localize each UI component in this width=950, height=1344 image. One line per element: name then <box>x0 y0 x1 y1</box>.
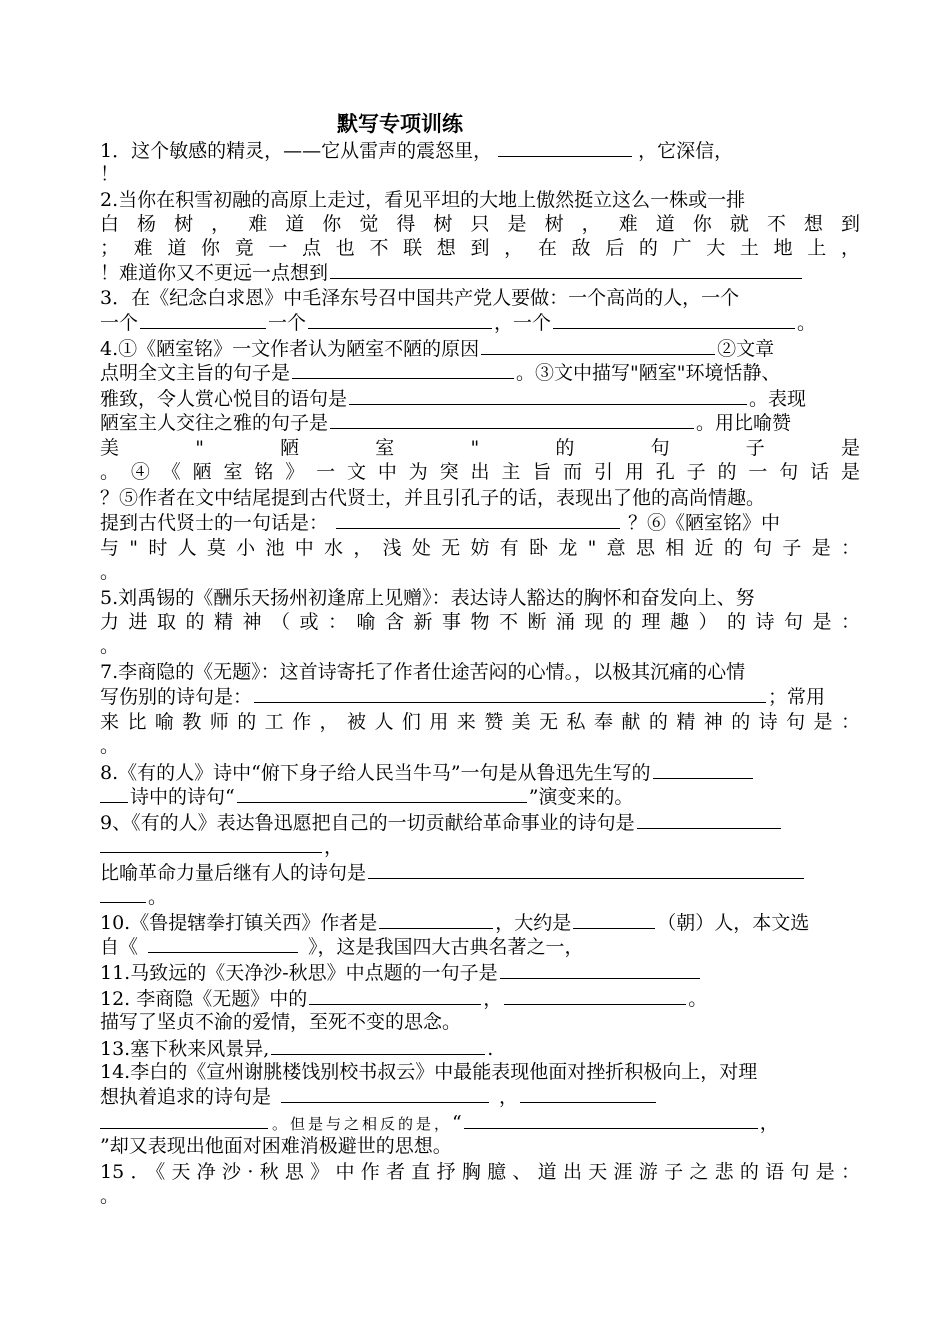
q3-line2: 一个 一个 ，一个 。 <box>100 312 817 334</box>
blank[interactable] <box>292 360 514 379</box>
q4-line10: 。 <box>100 561 120 583</box>
q14-line3: 。但是与之相反的是，“ ， <box>100 1110 860 1135</box>
blank[interactable] <box>281 1084 489 1103</box>
page-title: 默写专项训练 <box>337 111 463 136</box>
blank[interactable] <box>336 510 620 529</box>
blank[interactable] <box>254 684 766 703</box>
blank[interactable] <box>653 760 753 779</box>
blank[interactable] <box>308 310 492 329</box>
blank[interactable] <box>498 138 632 157</box>
blank[interactable] <box>481 336 715 355</box>
q2-line1: 2.当你在积雪初融的高原上走过，看见平坦的大地上傲然挺立这么一株或一排 <box>100 189 746 211</box>
q5-line2: 力进取的精神（或：喻含新事物不断涌现的理趣）的诗句是： <box>100 611 860 633</box>
q8-line1: 8.《有的人》诗中“俯下身子给人民当牛马”一句是从鲁迅先生写的 <box>100 760 860 785</box>
blank[interactable] <box>100 1110 268 1129</box>
blank[interactable] <box>330 260 802 279</box>
blank[interactable] <box>573 910 655 929</box>
q8-line2: 诗中的诗句“ ”演变来的。 <box>100 784 860 809</box>
q15-line1: 15．《天净沙·秋思》中作者直抒胸臆、道出天涯游子之悲的语句是： <box>100 1161 860 1183</box>
q2-line4: ！难道你又不更远一点想到 <box>100 260 860 285</box>
q10-line1: 10.《鲁提辖拳打镇关西》作者是 ，大约是 （朝）人，本文选 <box>100 912 810 934</box>
q5-line3: 。 <box>100 635 120 657</box>
q12-line1: 12. 李商隐《无题》中的 ， 。 <box>100 988 708 1010</box>
q7-line1: 7.李商隐的《无题》：这首诗寄托了作者仕途苦闷的心情。，以极其沉痛的心情 <box>100 661 746 683</box>
q14-line4: ”却又表现出他面对困难消极避世的思想。 <box>100 1135 452 1157</box>
q4-line1: 4.①《陋室铭》一文作者认为陋室不陋的原因 ②文章 <box>100 338 775 360</box>
blank[interactable] <box>237 784 527 803</box>
q4-line5: 美"陋室"的句子是 <box>100 437 860 459</box>
blank[interactable] <box>500 960 700 979</box>
blank[interactable] <box>100 834 322 853</box>
blank[interactable] <box>100 784 128 803</box>
blank[interactable] <box>100 884 146 903</box>
q9-line1: 9、《有的人》表达鲁迅愿把自己的一切贡献给革命事业的诗句是 <box>100 810 860 835</box>
q14-line1: 14.李白的《宣州谢朓楼饯别校书叔云》中最能表现他面对挫折积极向上，对理 <box>100 1061 758 1083</box>
q7-line2: 写伤别的诗句是： ；常用 <box>100 686 826 708</box>
q3-line1: 3．在《纪念白求恩》中毛泽东号召中国共产党人要做：一个高尚的人，一个 <box>100 287 740 309</box>
q1-line2: ！ <box>100 163 120 185</box>
blank[interactable] <box>368 860 804 879</box>
q10-line2: 自《 》，这是我国四大古典名著之一， <box>100 936 584 958</box>
blank[interactable] <box>140 310 266 329</box>
q15-line2: 。 <box>100 1185 120 1207</box>
q7-line4: 。 <box>100 735 120 757</box>
q13-line: 13.塞下秋来风景异, . <box>100 1038 494 1060</box>
q7-line3: 来比喻教师的工作，被人们用来赞美无私奉献的精神的诗句是： <box>100 711 860 733</box>
blank[interactable] <box>520 1084 656 1103</box>
blank[interactable] <box>271 1036 485 1055</box>
blank[interactable] <box>309 986 481 1005</box>
q4-line3: 雅致，令人赏心悦目的语句是 。表现 <box>100 388 807 410</box>
q9-line4: 。 <box>100 884 860 909</box>
q2-line3: ；难道你竟一点也不联想到，在敌后的广大土地上， <box>100 237 860 259</box>
blank[interactable] <box>148 934 298 953</box>
q11-line: 11.马致远的《天净沙-秋思》中点题的一句子是 <box>100 960 860 985</box>
blank[interactable] <box>349 386 747 405</box>
blank[interactable] <box>464 1110 758 1129</box>
q4-line9: 与"时人莫小池中水，浅处无妨有卧龙"意思相近的句子是： <box>100 537 860 559</box>
blank[interactable] <box>553 310 795 329</box>
q9-line2: ， <box>100 834 860 859</box>
q4-line7: ？⑤作者在文中结尾提到古代贤士，并且引孔子的话，表现出了他的高尚情趣。 <box>100 487 766 509</box>
blank[interactable] <box>504 986 686 1005</box>
q1-line1: 1．这个敏感的精灵，——它从雷声的震怒里， ，它深信， <box>100 140 734 162</box>
q9-line3: 比喻革命力量后继有人的诗句是 <box>100 860 860 885</box>
q5-line1: 5.刘禹锡的《酬乐天扬州初逢席上见赠》：表达诗人豁达的胸怀和奋发向上、努 <box>100 587 755 609</box>
q12-line2: 描写了坚贞不渝的爱情，至死不变的思念。 <box>100 1011 462 1033</box>
blank[interactable] <box>637 810 781 829</box>
blank[interactable] <box>379 910 493 929</box>
q4-line6: 。④《陋室铭》一文中为突出主旨而引用孔子的一句话是 <box>100 461 860 483</box>
q14-line2: 想执着追求的诗句是 ， <box>100 1084 860 1109</box>
q4-line8: 提到古代贤士的一句话是： ？⑥《陋室铭》中 <box>100 512 781 534</box>
q4-line2: 点明全文主旨的句子是 。③文中描写"陋室"环境恬静、 <box>100 362 781 384</box>
q2-line2: 白杨树，难道你觉得树只是树，难道你就不想到 <box>100 213 860 235</box>
q4-line4: 陋室主人交往之雅的句子是 。用比喻赞 <box>100 412 792 434</box>
blank[interactable] <box>330 410 694 429</box>
